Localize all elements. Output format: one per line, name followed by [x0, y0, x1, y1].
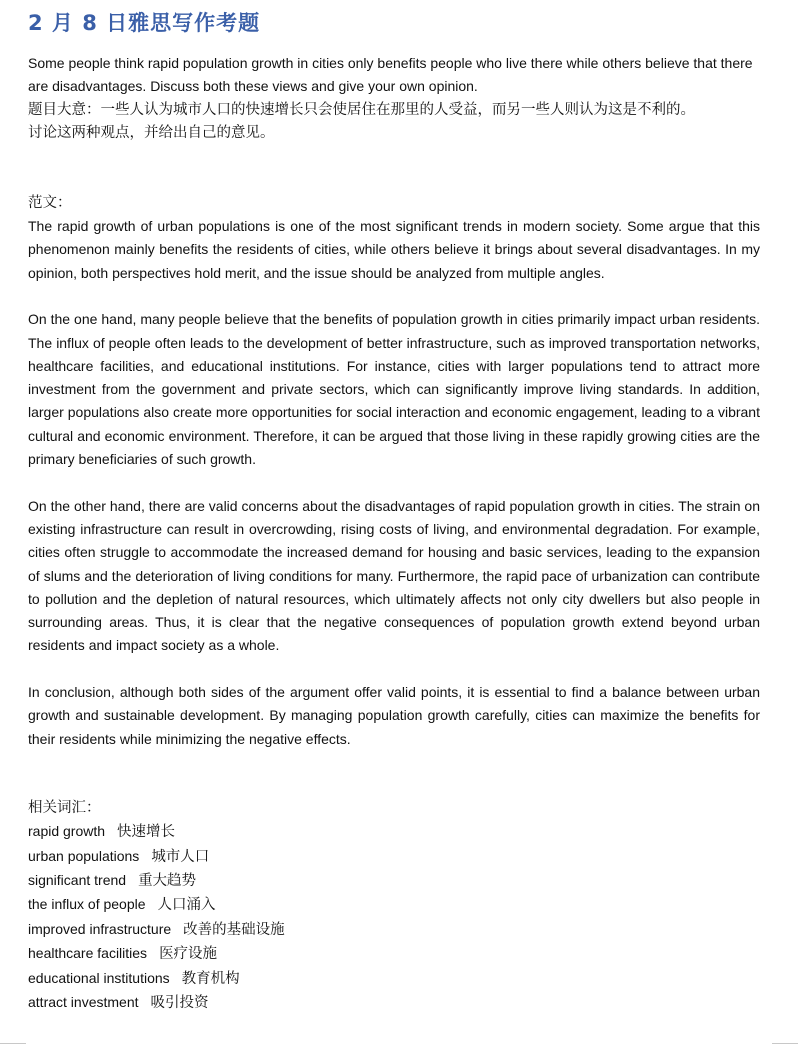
- vocabulary-label: 相关词汇：: [28, 799, 101, 816]
- essay-label: 范文：: [28, 194, 72, 211]
- vocabulary-item: [28, 967, 760, 991]
- essay-paragraph-benefits: On the one hand, many people believe that the benefits of population growth in cities primarily impact urban residents. The influx of people often leads to the development of better infrastructure, such as improved transportation networks, healthcare facilities, and educational institutions. For instance, cities with larger populations tend to attract more investment from the government and private sectors, which can significantly improve living standards. In addition, larger populations also create more opportunities for social interaction and economic engagement, leading to a vibrant cultural and economic environment. Therefore, it can be argued that those living in these rapidly growing cities are the primary beneficiaries of such growth.: [28, 311, 760, 468]
- vocabulary-english: attract investment: [28, 994, 139, 1011]
- essay-paragraph-intro: The rapid growth of urban populations is one of the most significant trends in modern society. Some argue that this phenomenon mainly benefits the residents of cities, while others believe it brings about several disadvantages. In my opinion, both perspectives hold merit, and the issue should be analyzed from multiple angles.: [28, 218, 760, 281]
- vocabulary-item: [28, 845, 760, 869]
- vocabulary-chinese: 教育机构: [181, 970, 240, 987]
- essay-paragraph-conclusion: In conclusion, although both sides of the argument offer valid points, it is essential to find a balance between urban growth and sustainable development. By managing population growth carefully, cities can maximize the benefits for their residents while minimizing the negative effects.: [28, 684, 760, 747]
- vocabulary-chinese: 吸引投资: [150, 995, 209, 1012]
- vocabulary-english: healthcare facilities: [28, 945, 148, 962]
- paragraph-gap: [28, 471, 760, 494]
- document-page: [28, 8, 760, 1015]
- vocabulary-chinese: 重大趋势: [138, 873, 197, 890]
- vocabulary-english: urban populations: [28, 847, 140, 864]
- vocabulary-chinese: 人口涌入: [157, 897, 216, 914]
- vocabulary-item: [28, 820, 760, 844]
- page-corner-mark-right: [772, 1043, 798, 1044]
- vocabulary-item: [28, 918, 760, 942]
- vocabulary-english: educational institutions: [28, 969, 170, 986]
- page-title: 2 月 8 日雅思写作考题: [28, 11, 261, 35]
- spacer: [28, 146, 760, 192]
- essay-paragraph-disadvantages: On the other hand, there are valid concerns about the disadvantages of rapid population growth in cities. The strain on existing infrastructure can result in overcrowding, rising costs of living, and environmental degradation. For example, cities often struggle to accommodate the increased demand for housing and basic services, leading to the expansion of slums and the deterioration of living conditions for many. Furthermore, the rapid pace of urbanization can contribute to pollution and the depletion of natural resources, which ultimately affects not only city dwellers but also people in surrounding areas. Thus, it is clear that the negative consequences of population growth extend beyond urban residents and impact society as a whole.: [28, 497, 760, 654]
- question-chinese-line-2: 讨论这两种观点，并给出自己的意见。: [28, 125, 275, 142]
- page-corner-mark-left: [0, 1043, 26, 1044]
- vocabulary-chinese: 改善的基础设施: [183, 921, 285, 938]
- paragraph-gap: [28, 285, 760, 308]
- vocabulary-item: [28, 942, 760, 966]
- question-english: Some people think rapid population growth in cities only benefits people who live there while others believe that there are disadvantages. Discuss both these views and give your own opinion.: [28, 55, 753, 95]
- vocabulary-chinese: 医疗设施: [159, 946, 218, 963]
- vocabulary-english: rapid growth: [28, 823, 106, 840]
- vocabulary-chinese: 城市人口: [151, 848, 210, 865]
- paragraph-gap: [28, 658, 760, 681]
- vocabulary-chinese: 快速增长: [117, 824, 176, 841]
- question-chinese-line-1: 题目大意：一些人认为城市人口的快速增长只会使居住在那里的人受益，而另一些人则认为这是不利的。: [28, 101, 695, 118]
- vocabulary-list: [28, 820, 760, 1015]
- spacer: [28, 751, 760, 797]
- vocabulary-item: [28, 869, 760, 893]
- vocabulary-item: [28, 893, 760, 917]
- vocabulary-english: improved infrastructure: [28, 920, 172, 937]
- vocabulary-english: significant trend: [28, 872, 127, 889]
- vocabulary-item: [28, 991, 760, 1015]
- vocabulary-english: the influx of people: [28, 896, 146, 913]
